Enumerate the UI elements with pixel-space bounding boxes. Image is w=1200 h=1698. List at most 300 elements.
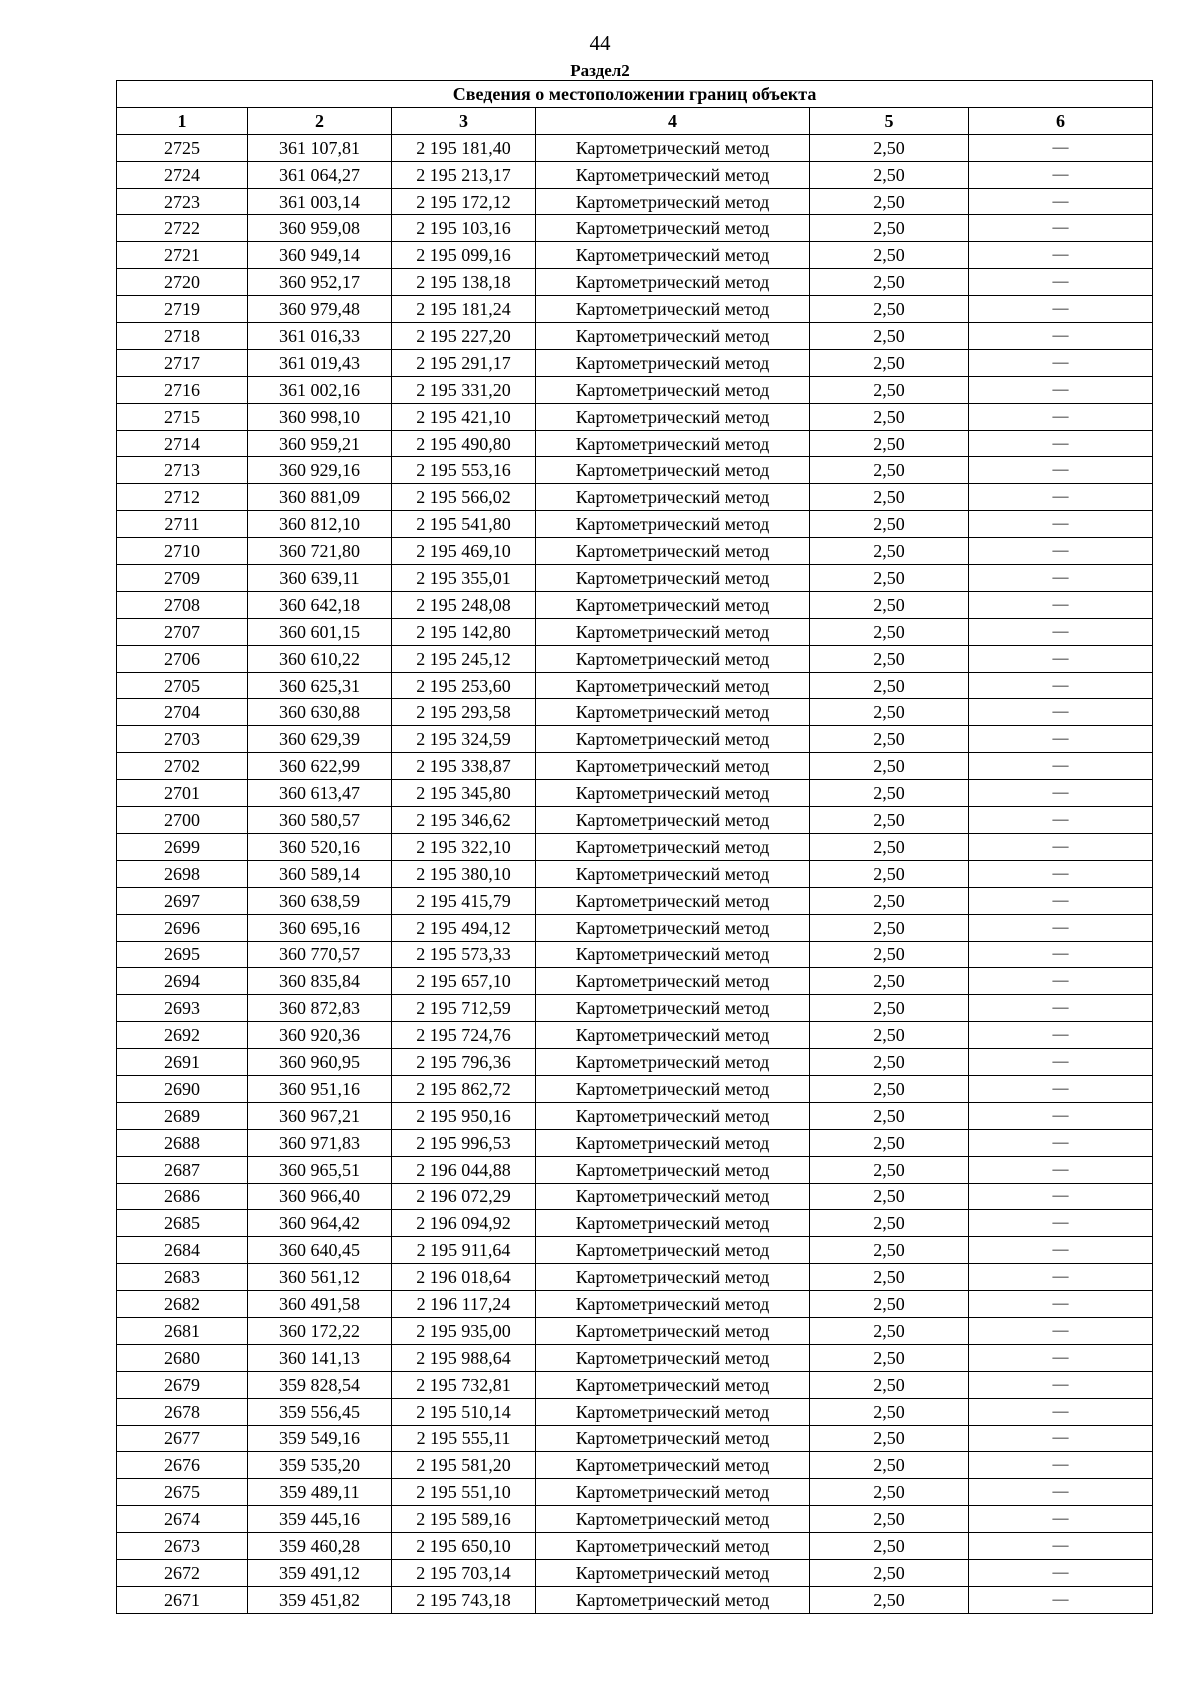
x-coordinate-cell: 359 451,82 (248, 1586, 392, 1613)
accuracy-cell: 2,50 (810, 1049, 969, 1076)
y-coordinate-cell: 2 195 551,10 (392, 1479, 536, 1506)
accuracy-cell: 2,50 (810, 1210, 969, 1237)
accuracy-cell: 2,50 (810, 860, 969, 887)
method-cell: Картометрический метод (536, 645, 810, 672)
x-coordinate-cell: 361 003,14 (248, 188, 392, 215)
point-number-cell: 2707 (117, 618, 248, 645)
y-coordinate-cell: 2 195 490,80 (392, 430, 536, 457)
method-cell: Картометрический метод (536, 1586, 810, 1613)
x-coordinate-cell: 360 920,36 (248, 1022, 392, 1049)
y-coordinate-cell: 2 195 253,60 (392, 672, 536, 699)
description-cell: — (969, 699, 1153, 726)
method-cell: Картометрический метод (536, 1533, 810, 1560)
x-coordinate-cell: 360 812,10 (248, 511, 392, 538)
method-cell: Картометрический метод (536, 511, 810, 538)
table-row (117, 726, 1153, 753)
method-cell: Картометрический метод (536, 1398, 810, 1425)
table-row (117, 1075, 1153, 1102)
table-row (117, 1452, 1153, 1479)
accuracy-cell: 2,50 (810, 1156, 969, 1183)
method-cell: Картометрический метод (536, 941, 810, 968)
description-cell: — (969, 1075, 1153, 1102)
point-number-cell: 2717 (117, 349, 248, 376)
y-coordinate-cell: 2 195 380,10 (392, 860, 536, 887)
method-cell: Картометрический метод (536, 1344, 810, 1371)
x-coordinate-cell: 360 622,99 (248, 753, 392, 780)
point-number-cell: 2679 (117, 1371, 248, 1398)
accuracy-cell: 2,50 (810, 134, 969, 161)
x-coordinate-cell: 359 460,28 (248, 1533, 392, 1560)
accuracy-cell: 2,50 (810, 538, 969, 565)
point-number-cell: 2723 (117, 188, 248, 215)
x-coordinate-cell: 360 960,95 (248, 1049, 392, 1076)
y-coordinate-cell: 2 195 324,59 (392, 726, 536, 753)
x-coordinate-cell: 359 556,45 (248, 1398, 392, 1425)
y-coordinate-cell: 2 195 138,18 (392, 269, 536, 296)
description-cell: — (969, 1344, 1153, 1371)
description-cell: — (969, 296, 1153, 323)
method-cell: Картометрический метод (536, 1317, 810, 1344)
x-coordinate-cell: 360 964,42 (248, 1210, 392, 1237)
table-caption-row (117, 81, 1153, 108)
accuracy-cell: 2,50 (810, 1398, 969, 1425)
method-cell: Картометрический метод (536, 995, 810, 1022)
table-body (117, 134, 1153, 1613)
point-number-cell: 2704 (117, 699, 248, 726)
point-number-cell: 2711 (117, 511, 248, 538)
x-coordinate-cell: 360 959,21 (248, 430, 392, 457)
table-row (117, 323, 1153, 350)
y-coordinate-cell: 2 195 293,58 (392, 699, 536, 726)
description-cell: — (969, 780, 1153, 807)
description-cell: — (969, 215, 1153, 242)
x-coordinate-cell: 360 520,16 (248, 833, 392, 860)
table-row (117, 1559, 1153, 1586)
point-number-cell: 2677 (117, 1425, 248, 1452)
method-cell: Картометрический метод (536, 914, 810, 941)
point-number-cell: 2682 (117, 1291, 248, 1318)
table-row (117, 618, 1153, 645)
y-coordinate-cell: 2 195 469,10 (392, 538, 536, 565)
description-cell: — (969, 1398, 1153, 1425)
y-coordinate-cell: 2 195 541,80 (392, 511, 536, 538)
table-row (117, 403, 1153, 430)
point-number-cell: 2685 (117, 1210, 248, 1237)
table-row (117, 161, 1153, 188)
table-row (117, 457, 1153, 484)
description-cell: — (969, 511, 1153, 538)
x-coordinate-cell: 359 828,54 (248, 1371, 392, 1398)
description-cell: — (969, 645, 1153, 672)
x-coordinate-cell: 361 107,81 (248, 134, 392, 161)
table-row (117, 1506, 1153, 1533)
accuracy-cell: 2,50 (810, 403, 969, 430)
table-row (117, 860, 1153, 887)
accuracy-cell: 2,50 (810, 1102, 969, 1129)
point-number-cell: 2702 (117, 753, 248, 780)
x-coordinate-cell: 360 561,12 (248, 1264, 392, 1291)
accuracy-cell: 2,50 (810, 323, 969, 350)
table-row (117, 1344, 1153, 1371)
accuracy-cell: 2,50 (810, 591, 969, 618)
description-cell: — (969, 1102, 1153, 1129)
table-row (117, 349, 1153, 376)
method-cell: Картометрический метод (536, 1452, 810, 1479)
y-coordinate-cell: 2 195 657,10 (392, 968, 536, 995)
accuracy-cell: 2,50 (810, 457, 969, 484)
method-cell: Картометрический метод (536, 1102, 810, 1129)
point-number-cell: 2686 (117, 1183, 248, 1210)
description-cell: — (969, 1291, 1153, 1318)
point-number-cell: 2688 (117, 1129, 248, 1156)
table-row (117, 1049, 1153, 1076)
accuracy-cell: 2,50 (810, 1506, 969, 1533)
x-coordinate-cell: 360 959,08 (248, 215, 392, 242)
point-number-cell: 2709 (117, 565, 248, 592)
y-coordinate-cell: 2 195 103,16 (392, 215, 536, 242)
description-cell: — (969, 1425, 1153, 1452)
y-coordinate-cell: 2 195 421,10 (392, 403, 536, 430)
description-cell: — (969, 161, 1153, 188)
section-title: Раздел2 (570, 61, 630, 80)
y-coordinate-cell: 2 195 950,16 (392, 1102, 536, 1129)
y-coordinate-cell: 2 195 181,24 (392, 296, 536, 323)
y-coordinate-cell: 2 195 911,64 (392, 1237, 536, 1264)
description-cell: — (969, 914, 1153, 941)
x-coordinate-cell: 360 721,80 (248, 538, 392, 565)
y-coordinate-cell: 2 196 044,88 (392, 1156, 536, 1183)
table-row (117, 995, 1153, 1022)
table-row (117, 968, 1153, 995)
description-cell: — (969, 1479, 1153, 1506)
description-cell: — (969, 565, 1153, 592)
y-coordinate-cell: 2 195 553,16 (392, 457, 536, 484)
accuracy-cell: 2,50 (810, 1344, 969, 1371)
method-cell: Картометрический метод (536, 860, 810, 887)
accuracy-cell: 2,50 (810, 699, 969, 726)
description-cell: — (969, 188, 1153, 215)
y-coordinate-cell: 2 195 415,79 (392, 887, 536, 914)
x-coordinate-cell: 359 535,20 (248, 1452, 392, 1479)
point-number-cell: 2705 (117, 672, 248, 699)
accuracy-cell: 2,50 (810, 968, 969, 995)
description-cell: — (969, 1371, 1153, 1398)
table-row (117, 780, 1153, 807)
description-cell: — (969, 1183, 1153, 1210)
x-coordinate-cell: 359 491,12 (248, 1559, 392, 1586)
point-number-cell: 2694 (117, 968, 248, 995)
x-coordinate-cell: 360 872,83 (248, 995, 392, 1022)
method-cell: Картометрический метод (536, 484, 810, 511)
point-number-cell: 2703 (117, 726, 248, 753)
description-cell: — (969, 1210, 1153, 1237)
x-coordinate-cell: 359 445,16 (248, 1506, 392, 1533)
column-header: 6 (969, 107, 1153, 134)
method-cell: Картометрический метод (536, 1075, 810, 1102)
accuracy-cell: 2,50 (810, 1237, 969, 1264)
table-row (117, 1237, 1153, 1264)
point-number-cell: 2678 (117, 1398, 248, 1425)
description-cell: — (969, 269, 1153, 296)
accuracy-cell: 2,50 (810, 1075, 969, 1102)
accuracy-cell: 2,50 (810, 672, 969, 699)
x-coordinate-cell: 360 629,39 (248, 726, 392, 753)
description-cell: — (969, 1506, 1153, 1533)
x-coordinate-cell: 360 949,14 (248, 242, 392, 269)
column-header: 5 (810, 107, 969, 134)
description-cell: — (969, 833, 1153, 860)
x-coordinate-cell: 360 141,13 (248, 1344, 392, 1371)
method-cell: Картометрический метод (536, 780, 810, 807)
accuracy-cell: 2,50 (810, 269, 969, 296)
table-row (117, 887, 1153, 914)
method-cell: Картометрический метод (536, 1506, 810, 1533)
table-row (117, 1291, 1153, 1318)
table-row (117, 296, 1153, 323)
table-row (117, 1371, 1153, 1398)
table-row (117, 914, 1153, 941)
method-cell: Картометрический метод (536, 188, 810, 215)
method-cell: Картометрический метод (536, 376, 810, 403)
table-caption: Сведения о местоположении границ объекта (117, 81, 1153, 108)
y-coordinate-cell: 2 195 510,14 (392, 1398, 536, 1425)
description-cell: — (969, 672, 1153, 699)
description-cell: — (969, 1264, 1153, 1291)
point-number-cell: 2706 (117, 645, 248, 672)
accuracy-cell: 2,50 (810, 1452, 969, 1479)
accuracy-cell: 2,50 (810, 726, 969, 753)
x-coordinate-cell: 360 881,09 (248, 484, 392, 511)
method-cell: Картометрический метод (536, 161, 810, 188)
accuracy-cell: 2,50 (810, 1559, 969, 1586)
y-coordinate-cell: 2 195 555,11 (392, 1425, 536, 1452)
method-cell: Картометрический метод (536, 565, 810, 592)
x-coordinate-cell: 360 640,45 (248, 1237, 392, 1264)
point-number-cell: 2715 (117, 403, 248, 430)
x-coordinate-cell: 361 064,27 (248, 161, 392, 188)
x-coordinate-cell: 360 770,57 (248, 941, 392, 968)
point-number-cell: 2714 (117, 430, 248, 457)
y-coordinate-cell: 2 195 338,87 (392, 753, 536, 780)
description-cell: — (969, 1237, 1153, 1264)
point-number-cell: 2721 (117, 242, 248, 269)
table-row (117, 188, 1153, 215)
column-header: 4 (536, 107, 810, 134)
table-row (117, 269, 1153, 296)
column-header: 3 (392, 107, 536, 134)
x-coordinate-cell: 361 019,43 (248, 349, 392, 376)
description-cell: — (969, 1022, 1153, 1049)
table-row (117, 242, 1153, 269)
table-row (117, 376, 1153, 403)
table-row (117, 1102, 1153, 1129)
point-number-cell: 2708 (117, 591, 248, 618)
method-cell: Картометрический метод (536, 1264, 810, 1291)
method-cell: Картометрический метод (536, 1022, 810, 1049)
method-cell: Картометрический метод (536, 1425, 810, 1452)
accuracy-cell: 2,50 (810, 188, 969, 215)
point-number-cell: 2695 (117, 941, 248, 968)
accuracy-cell: 2,50 (810, 565, 969, 592)
y-coordinate-cell: 2 195 712,59 (392, 995, 536, 1022)
y-coordinate-cell: 2 195 346,62 (392, 807, 536, 834)
accuracy-cell: 2,50 (810, 511, 969, 538)
accuracy-cell: 2,50 (810, 1022, 969, 1049)
point-number-cell: 2724 (117, 161, 248, 188)
y-coordinate-cell: 2 195 355,01 (392, 565, 536, 592)
accuracy-cell: 2,50 (810, 645, 969, 672)
table-row (117, 941, 1153, 968)
table-row (117, 215, 1153, 242)
table-row (117, 134, 1153, 161)
point-number-cell: 2684 (117, 1237, 248, 1264)
y-coordinate-cell: 2 195 703,14 (392, 1559, 536, 1586)
point-number-cell: 2701 (117, 780, 248, 807)
method-cell: Картометрический метод (536, 1210, 810, 1237)
method-cell: Картометрический метод (536, 296, 810, 323)
y-coordinate-cell: 2 196 072,29 (392, 1183, 536, 1210)
page-number: 44 (589, 31, 611, 55)
x-coordinate-cell: 361 016,33 (248, 323, 392, 350)
x-coordinate-cell: 360 835,84 (248, 968, 392, 995)
point-number-cell: 2713 (117, 457, 248, 484)
y-coordinate-cell: 2 195 181,40 (392, 134, 536, 161)
description-cell: — (969, 1452, 1153, 1479)
y-coordinate-cell: 2 196 018,64 (392, 1264, 536, 1291)
x-coordinate-cell: 360 966,40 (248, 1183, 392, 1210)
accuracy-cell: 2,50 (810, 1479, 969, 1506)
x-coordinate-cell: 360 613,47 (248, 780, 392, 807)
description-cell: — (969, 807, 1153, 834)
table-row (117, 699, 1153, 726)
point-number-cell: 2674 (117, 1506, 248, 1533)
coordinates-table (116, 80, 1153, 1614)
accuracy-cell: 2,50 (810, 349, 969, 376)
method-cell: Картометрический метод (536, 1237, 810, 1264)
table-row (117, 1479, 1153, 1506)
x-coordinate-cell: 360 929,16 (248, 457, 392, 484)
method-cell: Картометрический метод (536, 215, 810, 242)
point-number-cell: 2671 (117, 1586, 248, 1613)
point-number-cell: 2719 (117, 296, 248, 323)
accuracy-cell: 2,50 (810, 887, 969, 914)
method-cell: Картометрический метод (536, 1291, 810, 1318)
point-number-cell: 2675 (117, 1479, 248, 1506)
x-coordinate-cell: 360 172,22 (248, 1317, 392, 1344)
description-cell: — (969, 995, 1153, 1022)
point-number-cell: 2700 (117, 807, 248, 834)
method-cell: Картометрический метод (536, 807, 810, 834)
x-coordinate-cell: 360 979,48 (248, 296, 392, 323)
table-row (117, 833, 1153, 860)
method-cell: Картометрический метод (536, 726, 810, 753)
x-coordinate-cell: 360 695,16 (248, 914, 392, 941)
method-cell: Картометрический метод (536, 591, 810, 618)
accuracy-cell: 2,50 (810, 215, 969, 242)
x-coordinate-cell: 360 965,51 (248, 1156, 392, 1183)
table-row (117, 1317, 1153, 1344)
accuracy-cell: 2,50 (810, 1129, 969, 1156)
description-cell: — (969, 242, 1153, 269)
accuracy-cell: 2,50 (810, 618, 969, 645)
point-number-cell: 2710 (117, 538, 248, 565)
table-row (117, 1129, 1153, 1156)
y-coordinate-cell: 2 195 345,80 (392, 780, 536, 807)
point-number-cell: 2672 (117, 1559, 248, 1586)
table-row (117, 1533, 1153, 1560)
table-row (117, 1183, 1153, 1210)
y-coordinate-cell: 2 195 248,08 (392, 591, 536, 618)
accuracy-cell: 2,50 (810, 1264, 969, 1291)
method-cell: Картометрический метод (536, 1156, 810, 1183)
method-cell: Картометрический метод (536, 968, 810, 995)
x-coordinate-cell: 359 549,16 (248, 1425, 392, 1452)
accuracy-cell: 2,50 (810, 1317, 969, 1344)
point-number-cell: 2718 (117, 323, 248, 350)
point-number-cell: 2687 (117, 1156, 248, 1183)
table-row (117, 1210, 1153, 1237)
y-coordinate-cell: 2 195 566,02 (392, 484, 536, 511)
y-coordinate-cell: 2 195 796,36 (392, 1049, 536, 1076)
point-number-cell: 2722 (117, 215, 248, 242)
method-cell: Картометрический метод (536, 1049, 810, 1076)
y-coordinate-cell: 2 195 935,00 (392, 1317, 536, 1344)
x-coordinate-cell: 360 638,59 (248, 887, 392, 914)
accuracy-cell: 2,50 (810, 161, 969, 188)
point-number-cell: 2690 (117, 1075, 248, 1102)
y-coordinate-cell: 2 195 743,18 (392, 1586, 536, 1613)
accuracy-cell: 2,50 (810, 780, 969, 807)
description-cell: — (969, 1533, 1153, 1560)
accuracy-cell: 2,50 (810, 807, 969, 834)
description-cell: — (969, 430, 1153, 457)
accuracy-cell: 2,50 (810, 914, 969, 941)
accuracy-cell: 2,50 (810, 376, 969, 403)
x-coordinate-cell: 360 967,21 (248, 1102, 392, 1129)
description-cell: — (969, 1129, 1153, 1156)
description-cell: — (969, 941, 1153, 968)
method-cell: Картометрический метод (536, 403, 810, 430)
column-header: 1 (117, 107, 248, 134)
accuracy-cell: 2,50 (810, 995, 969, 1022)
x-coordinate-cell: 360 601,15 (248, 618, 392, 645)
x-coordinate-cell: 360 580,57 (248, 807, 392, 834)
y-coordinate-cell: 2 195 322,10 (392, 833, 536, 860)
point-number-cell: 2689 (117, 1102, 248, 1129)
method-cell: Картометрический метод (536, 538, 810, 565)
method-cell: Картометрический метод (536, 699, 810, 726)
x-coordinate-cell: 360 625,31 (248, 672, 392, 699)
point-number-cell: 2681 (117, 1317, 248, 1344)
method-cell: Картометрический метод (536, 242, 810, 269)
point-number-cell: 2692 (117, 1022, 248, 1049)
method-cell: Картометрический метод (536, 887, 810, 914)
accuracy-cell: 2,50 (810, 753, 969, 780)
table-row (117, 565, 1153, 592)
method-cell: Картометрический метод (536, 134, 810, 161)
accuracy-cell: 2,50 (810, 1425, 969, 1452)
method-cell: Картометрический метод (536, 1559, 810, 1586)
table-row (117, 1398, 1153, 1425)
table-row (117, 672, 1153, 699)
accuracy-cell: 2,50 (810, 242, 969, 269)
method-cell: Картометрический метод (536, 1183, 810, 1210)
description-cell: — (969, 1559, 1153, 1586)
description-cell: — (969, 1049, 1153, 1076)
point-number-cell: 2696 (117, 914, 248, 941)
description-cell: — (969, 1317, 1153, 1344)
y-coordinate-cell: 2 195 650,10 (392, 1533, 536, 1560)
